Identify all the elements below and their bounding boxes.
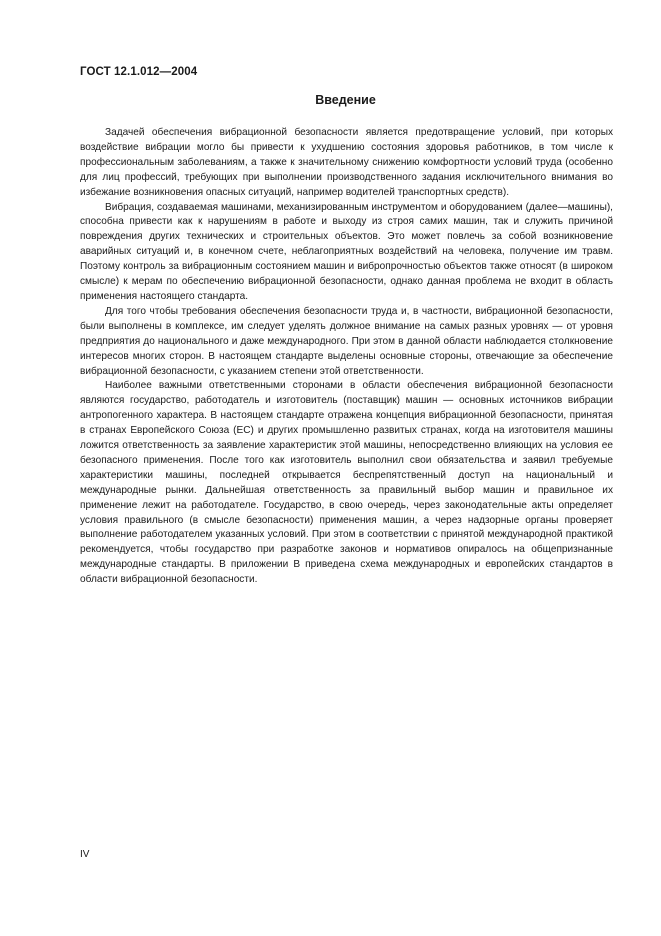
document-body: [80, 126, 613, 588]
paragraph-1: Задачей обеспечения вибрационной безопасности является предотвращение условий, при которых воздействие вибрации могло бы привести к ухудшению состояния здоровья работников, в том числе к профессиональным заболеваниям, а также к значительному снижению комфортности условий труда (особенно для лиц профессий, требующих при выполнении производственного задания исключительного внимания во избежание возникновения опасных ситуаций, например водителей транспортных средств).: [80, 127, 613, 198]
paragraph-2: Вибрация, создаваемая машинами, механизированным инструментом и оборудованием (далее—машины), способна привести как к нарушениям в работе и выходу из строя самих машин, так и служить причиной повреждения других технических и строительных объектов. Это может повлечь за собой возникновение аварийных ситуаций и, в конечном счете, неблагоприятных воздействий на человека, получение им травм. Поэтому контроль за вибрационным состоянием машин и вибропрочностью объектов также относят (в широком смысле) к мерам по обеспечению вибрационной безопасности, однако данная проблема не входит в область применения настоящего стандарта.: [80, 201, 613, 302]
standard-number-header: ГОСТ 12.1.012—2004: [80, 66, 198, 78]
paragraph-4: Наиболее важными ответственными сторонами в области обеспечения вибрационной безопасности являются государство, работодатель и изготовитель (поставщик) машин — основных источников вибрации антропогенного характера. В настоящем стандарте отражена концепция вибрационной безопасности, принятая в странах Европейского Союза (ЕС) и других промышленно развитых странах, когда на изготовителя машины ложится ответственность за заявление характеристик этой машины, непосредственно влияющих на условия ее безопасного применения. После того как изготовитель выполнил свои обязательства и заявил требуемые характеристики машины, последней открывается беспрепятственный доступ на национальный и международные рынки. Дальнейшая ответственность за правильный выбор машин и правильное их применение лежит на работодателе. Государство, в свою очередь, через законодательные акты определяет условия правильного (в смысле безопасности) применения машин, а через надзорные органы проверяет выполнение работодателем указанных условий. При этом в соответствии с принятой международной практикой рекомендуется, чтобы государство при разработке законов и нормативов опиралось на общепризнанные международные стандарты. В приложении В приведена схема международных и европейских стандартов в области вибрационной безопасности.: [80, 380, 613, 586]
page-number: IV: [80, 849, 90, 860]
paragraph-3: Для того чтобы требования обеспечения безопасности труда и, в частности, вибрационной безопасности, были выполнены в комплексе, им следует уделять должное внимание на самых разных уровнях — от уровня предприятия до национального и даже международного. При этом в данной области наблюдается столкновение интересов многих сторон. В настоящем стандарте выделены основные стороны, отвечающие за обеспечение вибрационной безопасности, с указанием степени этой ответственности.: [80, 305, 613, 377]
section-title: Введение: [315, 93, 376, 107]
